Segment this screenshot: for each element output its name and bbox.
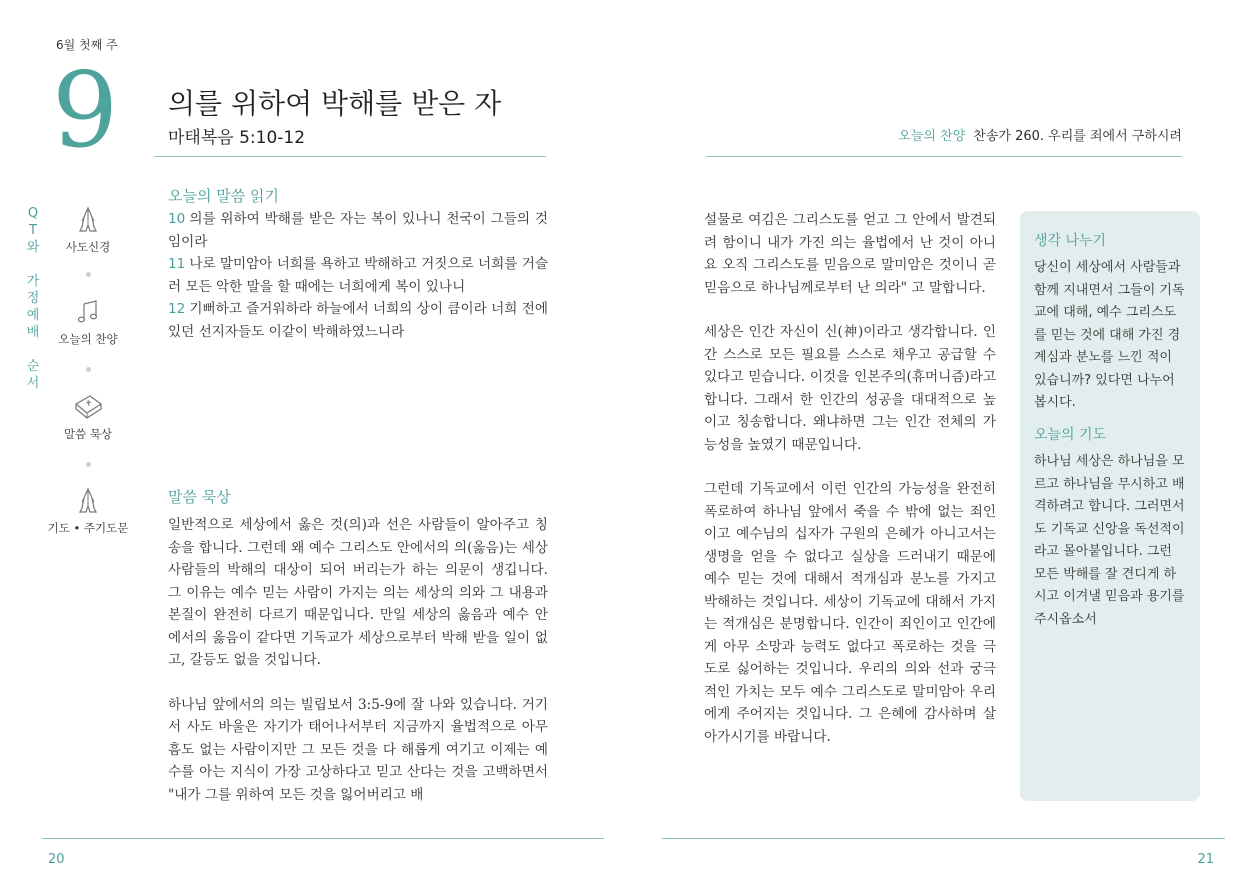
- verse: [168, 253, 548, 298]
- hymn-line: [898, 125, 1182, 144]
- step-label: 말씀 묵상: [63, 427, 113, 441]
- side-label-char: 서: [26, 376, 40, 391]
- step-label: 사도신경: [65, 240, 111, 254]
- divider: [662, 838, 1225, 839]
- step-todays-hymn: [42, 297, 134, 347]
- share-text: 당신이 세상에서 사람들과 함께 지내면서 그들이 기독교에 대해, 예수 그리스도를 믿는 것에 대해 가진 경계심과 분노를 느낀 적이 있습니까? 있다면 나누어 봅시다.: [1034, 260, 1185, 410]
- share-heading: 생각 나누기: [1034, 233, 1107, 249]
- meditation-heading: 말씀 묵상: [168, 488, 231, 506]
- step-prayer: [42, 486, 134, 536]
- page-number-right: 21: [1197, 852, 1214, 867]
- sidebar-box: [1020, 211, 1200, 801]
- divider: [42, 838, 604, 839]
- verse-list: [168, 208, 548, 343]
- side-label-char: 예: [26, 308, 40, 323]
- divider: [154, 156, 546, 157]
- side-label-gap: [24, 256, 42, 273]
- step-dot: [86, 367, 91, 372]
- side-label-char: 정: [26, 291, 40, 306]
- side-label-char: 가: [26, 274, 40, 289]
- side-label-char: T: [29, 223, 37, 238]
- step-label: 기도 • 주기도문: [47, 521, 129, 535]
- paragraph: 설물로 여김은 그리스도를 얻고 그 안에서 발견되려 함이니 내가 가진 의는 율법에서 난 것이 아니요 오직 그리스도를 믿음으로 말미암은 것이니 곧 믿음으로 하나님께로부터 난 의라" 고 말합니다.: [704, 212, 996, 296]
- side-label-char: Q: [27, 206, 39, 221]
- divider: [706, 156, 1182, 157]
- page-number-left: 20: [48, 852, 65, 867]
- step-dot: [86, 462, 91, 467]
- verse-text: 기뻐하고 즐거워하라 하늘에서 너희의 상이 큼이라 너희 전에 있던 선지자들도 이같이 박해하였느니라: [168, 301, 548, 340]
- step-dot: [86, 272, 91, 277]
- reading-heading: 오늘의 말씀 읽기: [168, 187, 279, 205]
- meditation-left-column: [168, 514, 548, 828]
- hymn-text: 찬송가 260. 우리를 죄에서 구하시려: [973, 129, 1182, 144]
- prayer-heading: 오늘의 기도: [1034, 427, 1107, 443]
- side-label-char: 순: [26, 359, 40, 374]
- scripture-reference: 마태복음 5:10-12: [168, 128, 306, 148]
- prayer-text: 하나님 세상은 하나님을 모르고 하나님을 무시하고 배격하려고 합니다. 그러면서도 기독교 신앙을 독선적이라고 몰아붙입니다. 그런 모든 박해를 잘 견디게 하시고 이겨낼 믿음과 용기를 주시옵소서: [1034, 454, 1185, 627]
- page-title: 의를 위하여 박해를 받은 자: [168, 87, 502, 120]
- music-note-icon: [73, 297, 103, 327]
- praying-hands-icon: [73, 486, 103, 516]
- paragraph: 그런데 기독교에서 이런 인간의 가능성을 완전히 폭로하여 하나님 앞에서 죽을 수 밖에 없는 죄인이고 예수님의 십자가 구원의 은혜가 아니고서는 생명을 얻을 수 없다고 실상을 드러내기 때문에 예수 믿는 것에 대해서 적개심과 분노를 가지고 박해하는 것입니다. 세상이 기독교에 대해서 가지는 적개심은 분명합니다. 인간이 죄인이고 인간에게 아무 소망과 능력도 없다고 폭로하는 것을 극도로 싫어하는 것입니다. 우리의 의와 선과 궁극적인 가치는 모두 예수 그리스도로 말미암아 우리에게 주어지는 것입니다. 그 은혜에 감사하며 살아가시기를 바랍니다.: [704, 481, 996, 745]
- side-label-char: 와: [26, 240, 40, 255]
- side-vertical-label: [24, 205, 42, 392]
- side-label-gap: [24, 341, 42, 358]
- verse-number: 11: [168, 256, 186, 272]
- bible-icon: [72, 392, 104, 422]
- step-label: 오늘의 찬양: [58, 332, 118, 346]
- hymn-label: 오늘의 찬양: [898, 129, 966, 144]
- side-label-char: 배: [26, 325, 40, 340]
- verse-text: 의를 위하여 박해를 받은 자는 복이 있나니 천국이 그들의 것임이라: [168, 211, 548, 250]
- verse-text: 나로 말미암아 너희를 욕하고 박해하고 거짓으로 너희를 거슬러 모든 악한 말을 할 때에는 너희에게 복이 있나니: [168, 256, 548, 295]
- meditation-right-column: [704, 209, 996, 770]
- step-apostles-creed: [42, 205, 134, 255]
- paragraph: 세상은 인간 자신이 신(神)이라고 생각합니다. 인간 스스로 모든 필요를 스스로 채우고 공급할 수 있다고 믿습니다. 이것을 인본주의(휴머니즘)라고 합니다. 그래서 한 인간의 성공을 대대적으로 높이고 칭송합니다. 왜냐하면 그는 인간 전체의 가능성을 높였기 때문입니다.: [704, 324, 996, 453]
- step-word-meditation: [42, 392, 134, 442]
- paragraph: 일반적으로 세상에서 옳은 것(의)과 선은 사람들이 알아주고 칭송을 합니다. 그런데 왜 예수 그리스도 안에서의 의(옳음)는 세상 사람들의 박해의 대상이 되어 버리는가 하는 의문이 생깁니다. 그 이유는 예수 믿는 사람이 가지는 의는 세상의 의와 그 내용과 본질이 완전히 다르기 때문입니다. 만일 세상의 옳음과 예수 안에서의 옳음이 같다면 기독교가 세상으로부터 박해 받을 일이 없고, 갈등도 없을 것입니다.: [168, 517, 548, 668]
- paragraph: 하나님 앞에서의 의는 빌립보서 3:5-9에 잘 나와 있습니다. 거기서 사도 바울은 자기가 태어나서부터 지금까지 율법적으로 아무 흠도 없는 사람이지만 그 모든 것을 다 해롭게 여기고 이제는 예수를 아는 지식이 가장 고상하다고 믿고 산다는 것을 고백하면서 "내가 그를 위하여 모든 것을 잃어버리고 배: [168, 696, 548, 803]
- verse: [168, 298, 548, 343]
- day-number: 9: [52, 49, 119, 171]
- praying-hands-icon: [73, 205, 103, 235]
- week-label: 6월 첫째 주: [56, 38, 118, 52]
- verse: [168, 208, 548, 253]
- verse-number: 12: [168, 301, 186, 317]
- verse-number: 10: [168, 211, 186, 227]
